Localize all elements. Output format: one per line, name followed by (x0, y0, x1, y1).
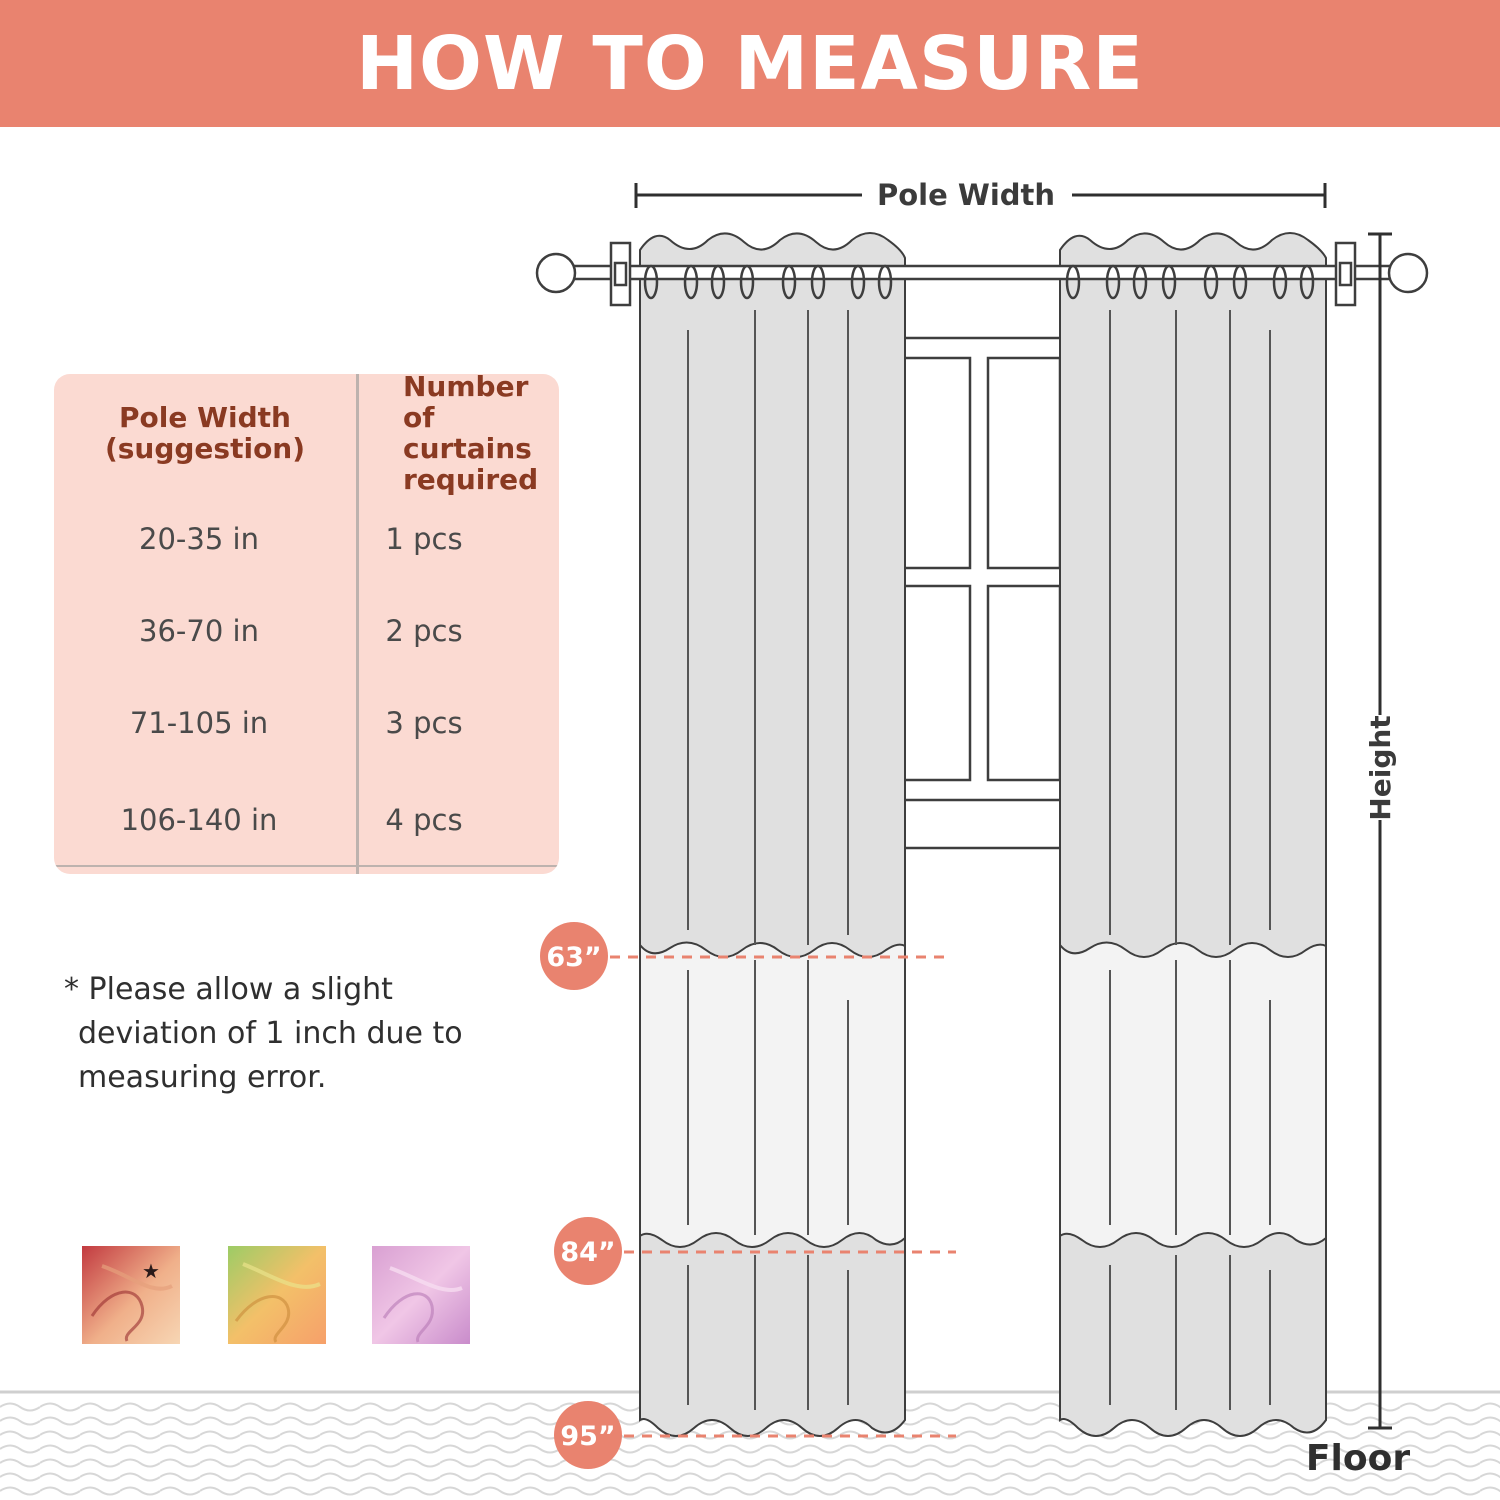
pole-width-label: Pole Width (876, 178, 1056, 212)
note-line: deviation of 1 inch due to (78, 1016, 463, 1051)
star-icon: ★ (142, 1259, 160, 1283)
table-cell-pole-width: 20-35 in (139, 522, 259, 556)
right-curtain (1060, 233, 1326, 1436)
page-title: HOW TO MEASURE (356, 20, 1144, 107)
table-cell-count: 4 pcs (385, 803, 463, 837)
table-cell-count: 1 pcs (385, 522, 463, 556)
left-curtain (640, 233, 905, 1436)
table-cell-count: 3 pcs (385, 706, 463, 740)
height-dimension (1368, 234, 1392, 1428)
marker-label: 84” (560, 1237, 616, 1268)
window (900, 338, 1064, 848)
note-line: * Please allow a slight (64, 972, 393, 1007)
table-cell-pole-width: 106-140 in (120, 803, 278, 837)
marker-label: 95” (560, 1421, 616, 1452)
header-pole-width: Pole Width (suggestion) (104, 401, 306, 465)
table-cell-count: 2 pcs (385, 614, 463, 648)
header-number-of-curtains: Number of curtains required (403, 370, 539, 496)
height-label: Height (1364, 715, 1397, 821)
marker-label: 63” (546, 942, 602, 973)
floor-label: Floor (1305, 1438, 1411, 1479)
table-cell-pole-width: 36-70 in (139, 614, 259, 648)
table-cell-pole-width: 71-105 in (129, 706, 269, 740)
note-line: measuring error. (78, 1060, 327, 1095)
